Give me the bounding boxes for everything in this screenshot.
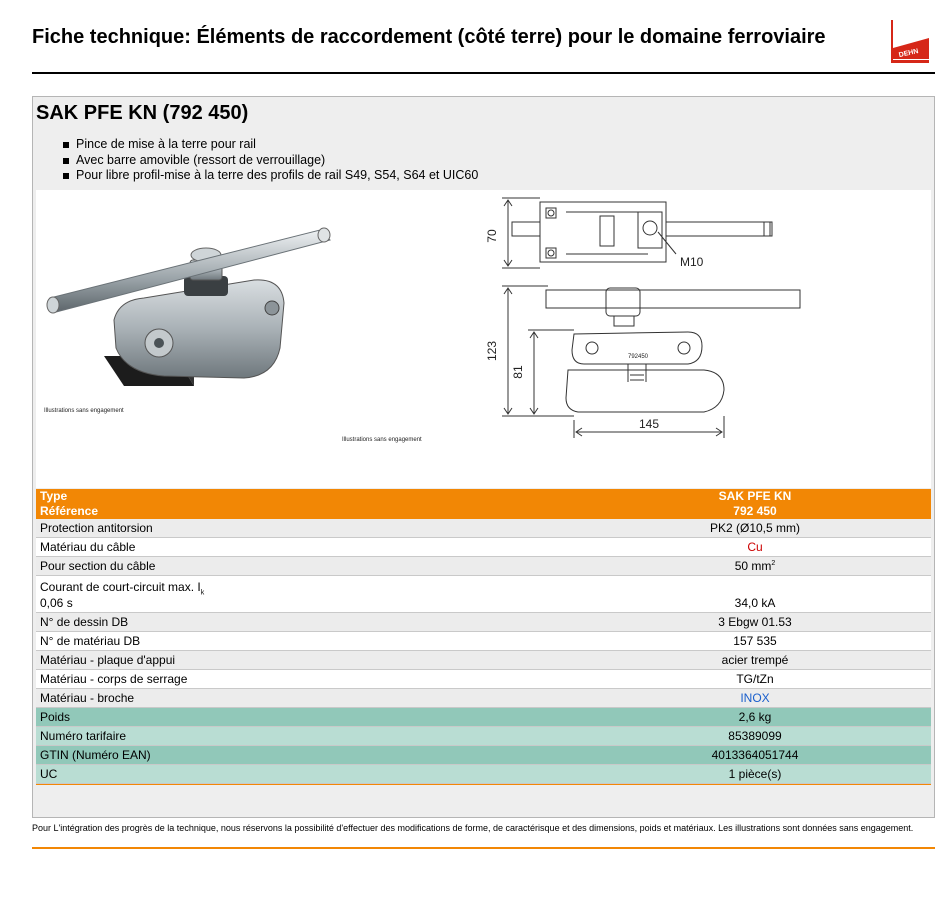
spec-label: Poids	[36, 708, 579, 727]
dimension-123: 123	[485, 340, 499, 362]
spec-header-values	[579, 489, 931, 519]
spec-value: 4013364051744	[579, 746, 931, 765]
type-value: SAK PFE KN	[718, 489, 792, 503]
spec-label: Protection antitorsion	[36, 519, 579, 538]
spec-header-labels	[36, 489, 579, 519]
spec-value: PK2 (Ø10,5 mm)	[579, 519, 931, 538]
spec-label: Pour section du câble	[36, 557, 579, 576]
spec-row	[36, 708, 931, 727]
spec-value: Cu	[579, 538, 931, 557]
spec-value: 2,6 kg	[579, 708, 931, 727]
spec-value: 1 pièce(s)	[579, 765, 931, 784]
spec-value-text: 50 mm	[734, 559, 772, 573]
spec-row	[36, 613, 931, 632]
spec-row	[36, 746, 931, 765]
spec-row	[36, 689, 931, 708]
drawing-caption: Illustrations sans engagement	[342, 437, 422, 443]
spec-value: acier trempé	[579, 651, 931, 670]
spec-label: Matériau du câble	[36, 538, 579, 557]
spec-label: Matériau - plaque d'appui	[36, 651, 579, 670]
type-label: Type	[40, 489, 68, 503]
ref-label: Référence	[40, 504, 99, 518]
spec-label: Numéro tarifaire	[36, 727, 579, 746]
feature-item: Pince de mise à la terre pour rail	[62, 137, 478, 153]
spec-label-text-2: 0,06 s	[40, 596, 73, 610]
spec-row	[36, 727, 931, 746]
ref-value: 792 450	[733, 504, 777, 518]
spec-label: Matériau - corps de serrage	[36, 670, 579, 689]
spec-row	[36, 538, 931, 557]
dimension-70: 70	[485, 229, 499, 243]
spec-value: 157 535	[579, 632, 931, 651]
spec-row	[36, 651, 931, 670]
spec-label: GTIN (Numéro EAN)	[36, 746, 579, 765]
dimension-145: 145	[638, 417, 660, 431]
spec-value: 85389099	[579, 727, 931, 746]
spec-label: N° de matériau DB	[36, 632, 579, 651]
product-photo	[44, 208, 354, 408]
table-bottom-rule	[36, 784, 931, 785]
spec-header-row	[36, 489, 931, 519]
spec-row	[36, 632, 931, 651]
dehn-logo	[887, 18, 932, 66]
spec-value: 34,0 kA	[579, 576, 931, 613]
feature-list	[62, 137, 478, 184]
spec-label-text: Courant de court-circuit max. I	[40, 579, 201, 594]
product-name: SAK PFE KN (792 450)	[36, 102, 249, 124]
spec-label	[36, 576, 579, 613]
title-divider	[32, 72, 935, 74]
spec-row	[36, 765, 931, 784]
spec-label: Matériau - broche	[36, 689, 579, 708]
spec-value: INOX	[579, 689, 931, 708]
spec-row	[36, 576, 931, 613]
spec-label: UC	[36, 765, 579, 784]
technical-drawing	[485, 194, 818, 444]
spec-value: 3 Ebgw 01.53	[579, 613, 931, 632]
feature-item: Avec barre amovible (ressort de verrouillage)	[62, 153, 478, 169]
image-area	[36, 190, 931, 488]
spec-value	[579, 557, 931, 576]
footer-divider	[32, 847, 935, 849]
feature-item: Pour libre profil-mise à la terre des profils de rail S49, S54, S64 et UIC60	[62, 168, 478, 184]
spec-row	[36, 557, 931, 576]
page-title: Fiche technique: Éléments de raccordement (côté terre) pour le domaine ferroviaire	[32, 26, 826, 48]
spec-table	[36, 489, 931, 784]
dimension-m10: M10	[680, 255, 704, 269]
spec-row	[36, 519, 931, 538]
dimension-81: 81	[511, 365, 525, 379]
spec-row	[36, 670, 931, 689]
photo-caption: Illustrations sans engagement	[44, 408, 124, 414]
spec-label-sub: k	[200, 589, 205, 596]
spec-label: N° de dessin DB	[36, 613, 579, 632]
spec-value: TG/tZn	[579, 670, 931, 689]
spec-value-sup: 2	[771, 560, 776, 567]
logo-text: DEHN	[898, 48, 920, 60]
footer-note: Pour L'intégration des progrès de la technique, nous réservons la possibilité d'effectuer des modifications de forme, de caractérisque et des dimensions, poids et matériaux. Les illustrations sont données sans engagement.	[32, 823, 914, 833]
drawing-part-number: 792450	[628, 354, 649, 360]
